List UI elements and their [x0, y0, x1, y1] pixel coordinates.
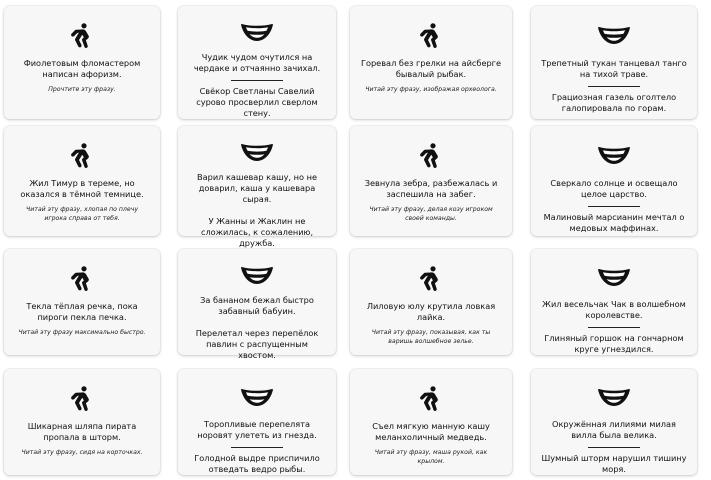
phrase-card: [4, 249, 160, 355]
card-instruction: Читай эту фразу, хлопая по плечу игрока справа от тебя.: [25, 206, 139, 222]
mouth-icon: [240, 383, 274, 411]
phrase-card: [350, 369, 512, 475]
card-phrase: Сверкало солнце и освещало целое царство.: [550, 178, 678, 200]
card-second-phrase: Глиняный горшок на гончарном круге угнездился.: [544, 332, 684, 354]
phrase-card: [4, 6, 160, 119]
card-second-phrase: Перелетал через перепёлок павлин с распущенным хвостом.: [195, 328, 319, 361]
phrase-card: [178, 369, 336, 475]
card-instruction: Читай эту фразу, показывая, как ты варишь волшебное зелье.: [371, 329, 491, 345]
card-second-phrase: Грациозная газель оголтело галопировала по горам.: [551, 92, 677, 114]
card-phrase: Текла тёплая речка, пока пироги пекла печка.: [26, 301, 138, 323]
card-instruction: Читай эту фразу максимально быстро.: [18, 329, 146, 337]
card-second-phrase: Малиновый марсианин мечтал о медовых маффинах.: [543, 212, 685, 234]
card-divider: [588, 86, 640, 87]
phrase-card: [4, 126, 160, 236]
card-phrase: Торопливые перепелята норовят улететь из гнезда.: [197, 418, 317, 440]
phrase-card: [350, 126, 512, 236]
card-phrase: Фиолетовым фломастером написан афоризм.: [23, 58, 141, 80]
phrase-card: [531, 369, 697, 475]
card-divider: [231, 80, 283, 81]
card-phrase: Чудик чудом очутился на чердаке и отчаянно зачихал.: [193, 52, 321, 74]
card-phrase: За бананом бежал быстро забавный бабуин.: [200, 295, 314, 317]
acrobat-icon: [418, 383, 444, 413]
mouth-icon: [240, 140, 274, 164]
card-second-phrase: Голодной выдре приспичило отведать ведро рыбы.: [194, 452, 320, 474]
mouth-icon: [597, 20, 631, 50]
card-phrase: Жил весельчак Чак в волшебном королевстве.: [542, 298, 686, 320]
card-instruction: Читай эту фразу, изображая орхеолога.: [365, 86, 497, 94]
phrase-card: [178, 249, 336, 361]
card-instruction: Читай эту фразу, маша рукой, как крылом.: [374, 449, 488, 465]
acrobat-icon: [418, 20, 444, 50]
mouth-icon: [240, 20, 274, 44]
card-divider: [231, 447, 283, 448]
phrase-card: [350, 249, 512, 355]
card-phrase: Съел мягкую манную кашу меланхоличный медведь.: [372, 421, 490, 443]
card-phrase: Трепетный тукан танцевал танго на тихой траве.: [541, 58, 687, 80]
mouth-icon: [240, 263, 274, 287]
card-phrase: Зевнула зебра, разбежалась и заспешила на забег.: [364, 178, 498, 200]
card-phrase: Шикарная шляпа пирата пропала в шторм.: [27, 421, 137, 443]
mouth-icon: [597, 383, 631, 411]
phrase-card: [531, 6, 697, 119]
acrobat-icon: [418, 140, 444, 170]
mouth-icon: [597, 263, 631, 291]
phrase-card: [178, 126, 336, 249]
card-instruction: Читай эту фразу, делая козу игроком своей команды.: [369, 206, 493, 222]
phrase-card: [531, 249, 697, 355]
card-divider: [588, 206, 640, 207]
card-divider: [588, 447, 640, 448]
acrobat-icon: [418, 263, 444, 293]
card-second-phrase: Шумный шторм нарушил тишину моря.: [541, 452, 687, 474]
card-phrase: Варил кашевар кашу, но не доварил, каша у кашевара сырая.: [197, 172, 317, 205]
acrobat-icon: [69, 20, 95, 50]
card-instruction: Читай эту фразу, сидя на корточках.: [21, 449, 143, 457]
card-phrase: Окружённая лилиями милая вилла была велика.: [552, 418, 676, 440]
card-divider: [588, 327, 640, 328]
phrase-card: [4, 369, 160, 475]
card-phrase: Горевал без грелки на айсберге бывалый рыбак.: [360, 58, 502, 80]
phrase-card: [178, 6, 336, 119]
mouth-icon: [597, 140, 631, 170]
card-second-phrase: Свёкор Светланы Савелий сурово просверлил сверлом стену.: [196, 85, 318, 118]
acrobat-icon: [69, 383, 95, 413]
phrase-card: [350, 6, 512, 119]
card-instruction: Прочтите эту фразу.: [48, 86, 116, 94]
card-phrase: Лиловую юлу крутила ловкая лайка.: [366, 301, 496, 323]
acrobat-icon: [69, 263, 95, 293]
card-phrase: Жил Тимур в тереме, но оказался в тёмной темнице.: [20, 178, 144, 200]
phrase-card: [531, 126, 697, 236]
card-second-phrase: У Жанны и Жаклин не сложилась, к сожалению, дружба.: [200, 216, 314, 249]
acrobat-icon: [69, 140, 95, 170]
